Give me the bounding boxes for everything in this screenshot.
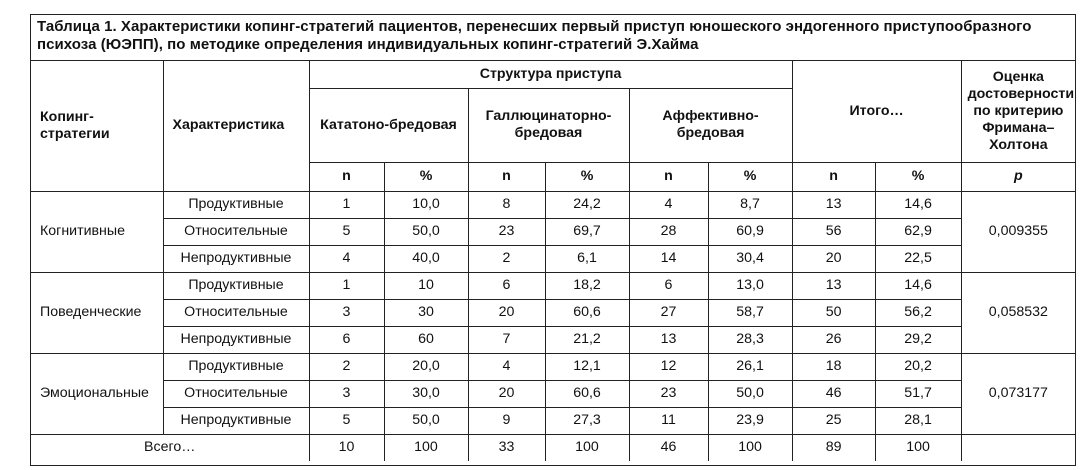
count-cell: 1: [309, 272, 384, 299]
count-cell: 12: [629, 353, 708, 380]
percent-cell: 21,2: [545, 326, 629, 353]
header-p: p: [961, 162, 1075, 191]
strategy-name: Когнитивные: [31, 191, 163, 272]
percent-cell: 8,7: [708, 191, 792, 218]
count-cell: 6: [309, 326, 384, 353]
count-cell: 20: [468, 380, 545, 407]
count-cell: 4: [309, 245, 384, 272]
characteristic-label: Продуктивные: [163, 353, 309, 380]
header-coping-strategies: Копинг-стратегии: [31, 61, 163, 191]
count-cell: 18: [792, 353, 875, 380]
percent-cell: 13,0: [708, 272, 792, 299]
percent-cell: 14,6: [875, 191, 961, 218]
count-cell: 28: [629, 218, 708, 245]
count-cell: 13: [792, 272, 875, 299]
table-row: [31, 353, 1075, 380]
percent-cell: 22,5: [875, 245, 961, 272]
table-row: [31, 407, 1075, 434]
characteristic-label: Непродуктивные: [163, 245, 309, 272]
header-group-hallucinatory: Галлюцинаторно-бредовая: [468, 88, 629, 162]
percent-cell: 51,7: [875, 380, 961, 407]
count-cell: 5: [309, 218, 384, 245]
count-cell: 7: [468, 326, 545, 353]
count-cell: 20: [468, 299, 545, 326]
percent-cell: 24,2: [545, 191, 629, 218]
percent-cell: 62,9: [875, 218, 961, 245]
count-cell: 46: [792, 380, 875, 407]
characteristic-label: Продуктивные: [163, 272, 309, 299]
percent-cell: 30,0: [384, 380, 468, 407]
total-percent-cell: 100: [384, 434, 468, 461]
count-cell: 9: [468, 407, 545, 434]
count-cell: 26: [792, 326, 875, 353]
table-row: [31, 299, 1075, 326]
strategy-name: Эмоциональные: [31, 353, 163, 434]
count-cell: 3: [309, 380, 384, 407]
percent-cell: 29,2: [875, 326, 961, 353]
total-percent-cell: 100: [708, 434, 792, 461]
table-frame: [30, 14, 1076, 466]
count-cell: 2: [309, 353, 384, 380]
table-row: [31, 272, 1075, 299]
percent-cell: 20,2: [875, 353, 961, 380]
header-attack-structure: Структура приступа: [309, 61, 792, 88]
percent-cell: 6,1: [545, 245, 629, 272]
percent-cell: 60: [384, 326, 468, 353]
total-label: Всего…: [31, 434, 309, 461]
percent-cell: 30,4: [708, 245, 792, 272]
count-cell: 11: [629, 407, 708, 434]
count-cell: 2: [468, 245, 545, 272]
percent-cell: 50,0: [708, 380, 792, 407]
characteristic-label: Непродуктивные: [163, 326, 309, 353]
count-cell: 6: [629, 272, 708, 299]
percent-cell: 60,6: [545, 380, 629, 407]
percent-cell: 50,0: [384, 407, 468, 434]
characteristic-label: Относительные: [163, 218, 309, 245]
count-cell: 27: [629, 299, 708, 326]
characteristic-label: Относительные: [163, 299, 309, 326]
percent-cell: 69,7: [545, 218, 629, 245]
total-count-cell: 10: [309, 434, 384, 461]
percent-cell: 10: [384, 272, 468, 299]
count-cell: 25: [792, 407, 875, 434]
percent-cell: 14,6: [875, 272, 961, 299]
header-n: n: [792, 162, 875, 191]
count-cell: 4: [629, 191, 708, 218]
total-percent-cell: 100: [875, 434, 961, 461]
percent-cell: 18,2: [545, 272, 629, 299]
percent-cell: 26,1: [708, 353, 792, 380]
header-group-affective: Аффективно-бредовая: [629, 88, 792, 162]
header-n: n: [629, 162, 708, 191]
header-pct: %: [545, 162, 629, 191]
count-cell: 6: [468, 272, 545, 299]
percent-cell: 20,0: [384, 353, 468, 380]
p-value: 0,058532: [961, 272, 1075, 353]
table-row: [31, 326, 1075, 353]
count-cell: 4: [468, 353, 545, 380]
total-row: [31, 434, 1075, 461]
header-group-catatonic: Кататоно-бредовая: [309, 88, 468, 162]
count-cell: 13: [792, 191, 875, 218]
percent-cell: 12,1: [545, 353, 629, 380]
count-cell: 23: [468, 218, 545, 245]
header-pct: %: [384, 162, 468, 191]
header-pct: %: [708, 162, 792, 191]
header-pct: %: [875, 162, 961, 191]
characteristic-label: Непродуктивные: [163, 407, 309, 434]
total-count-cell: 89: [792, 434, 875, 461]
total-p-empty: [961, 434, 1075, 461]
total-count-cell: 46: [629, 434, 708, 461]
count-cell: 20: [792, 245, 875, 272]
count-cell: 1: [309, 191, 384, 218]
strategy-name: Поведенческие: [31, 272, 163, 353]
percent-cell: 23,9: [708, 407, 792, 434]
count-cell: 56: [792, 218, 875, 245]
table-row: [31, 218, 1075, 245]
percent-cell: 28,1: [875, 407, 961, 434]
percent-cell: 40,0: [384, 245, 468, 272]
count-cell: 8: [468, 191, 545, 218]
coping-table: [31, 61, 1075, 461]
table-row: [31, 191, 1075, 218]
count-cell: 5: [309, 407, 384, 434]
percent-cell: 27,3: [545, 407, 629, 434]
percent-cell: 30: [384, 299, 468, 326]
percent-cell: 58,7: [708, 299, 792, 326]
characteristic-label: Относительные: [163, 380, 309, 407]
header-n: n: [309, 162, 384, 191]
table-caption: Таблица 1. Характеристики копинг-стратегий пациентов, перенесших первый приступ юношеского эндогенного приступообразного психоза (ЮЭПП), по методике определения индивидуальных копинг-стратегий Э.Хайма: [31, 15, 1075, 61]
table-row: [31, 380, 1075, 407]
count-cell: 23: [629, 380, 708, 407]
percent-cell: 28,3: [708, 326, 792, 353]
count-cell: 13: [629, 326, 708, 353]
count-cell: 3: [309, 299, 384, 326]
percent-cell: 60,9: [708, 218, 792, 245]
characteristic-label: Продуктивные: [163, 191, 309, 218]
count-cell: 50: [792, 299, 875, 326]
count-cell: 14: [629, 245, 708, 272]
header-total: Итого…: [792, 61, 961, 162]
header-n: n: [468, 162, 545, 191]
total-percent-cell: 100: [545, 434, 629, 461]
percent-cell: 10,0: [384, 191, 468, 218]
table-row: [31, 245, 1075, 272]
total-count-cell: 33: [468, 434, 545, 461]
percent-cell: 60,6: [545, 299, 629, 326]
percent-cell: 56,2: [875, 299, 961, 326]
p-value: 0,009355: [961, 191, 1075, 272]
p-value: 0,073177: [961, 353, 1075, 434]
header-assessment: Оценка достоверности по критерию Фримана–Холтона: [961, 61, 1075, 162]
percent-cell: 50,0: [384, 218, 468, 245]
header-characteristic: Характеристика: [163, 61, 309, 191]
